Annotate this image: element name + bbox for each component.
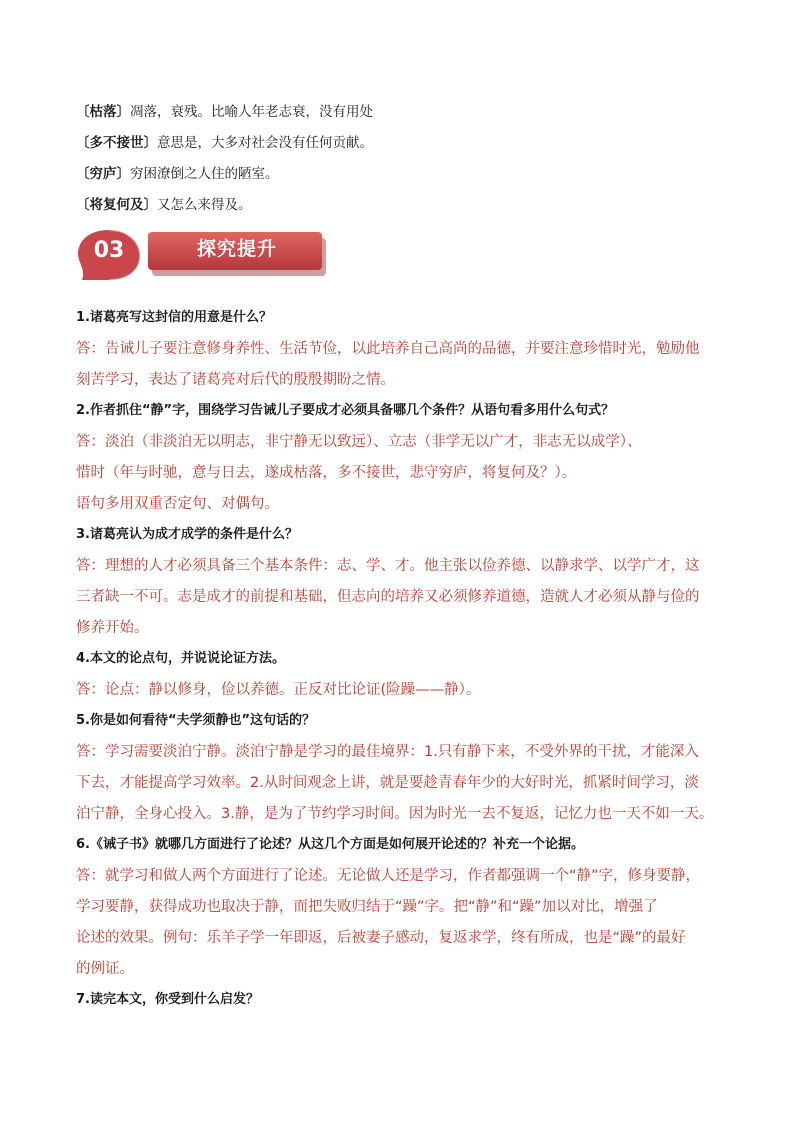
glossary-term: 〔将复何及〕 — [76, 197, 157, 213]
question-7: 7.读完本文，你受到什么启发？ — [76, 992, 259, 1007]
glossary-definition: 又怎么来得及。 — [157, 197, 252, 213]
glossary-definition: 凋落，衰残。比喻人年老志衰，没有用处 — [130, 104, 373, 120]
glossary-item — [76, 133, 373, 153]
section-banner — [76, 226, 328, 282]
glossary-item — [76, 195, 252, 215]
glossary-term: 〔穷庐〕 — [76, 166, 130, 182]
answer-line: 三者缺一不可。志是成才的前提和基础，但志向的培养又必须修养道德，造就人才必须从静与俭的 — [76, 589, 700, 605]
glossary-definition: 穷困潦倒之人住的陋室。 — [130, 166, 279, 182]
glossary-term: 〔枯落〕 — [76, 104, 130, 120]
answer-line: 惜时（年与时驰，意与日去，遂成枯落，多不接世，悲守穷庐，将复何及？）。 — [76, 465, 577, 481]
question-2: 2.作者抓住“静”字，围绕学习告诫儿子要成才必须具备哪几个条件？从语句看多用什么句式？ — [76, 403, 615, 418]
answer-line: 论述的效果。例句：乐羊子学一年即返，后被妻子感动，复返求学，终有所成，也是“躁”的最好 — [76, 930, 686, 946]
section-number: 03 — [93, 238, 125, 263]
answer-line: 答：论点：静以修身，俭以养德。正反对比论证(险躁——静）。 — [76, 682, 481, 698]
question-3: 3.诸葛亮认为成才成学的条件是什么？ — [76, 527, 298, 542]
question-5: 5.你是如何看待“夫学须静也”这句话的？ — [76, 713, 316, 728]
question-4: 4.本文的论点句，并说说论证方法。 — [76, 651, 285, 666]
glossary-definition: 意思是，大多对社会没有任何贡献。 — [157, 135, 373, 151]
answer-line: 答：理想的人才必须具备三个基本条件：志、学、才。他主张以俭养德、以静求学、以学广才，这 — [76, 558, 700, 574]
answer-line: 修养开始。 — [76, 620, 149, 636]
glossary-item — [76, 102, 373, 122]
section-title: 探究提升 — [196, 238, 277, 260]
answer-line: 学习要静，获得成功也取决于静，而把失败归结于“躁”字。把“静”和“躁”加以对比，增强了 — [76, 899, 658, 915]
answer-line: 答：告诫儿子要注意修身养性、生活节俭，以此培养自己高尚的品德，并要注意珍惜时光，勉励他 — [76, 341, 700, 357]
glossary-item — [76, 164, 279, 184]
answer-line: 刻苦学习，表达了诸葛亮对后代的殷殷期盼之情。 — [76, 372, 395, 388]
answer-line: 下去，才能提高学习效率。2.从时间观念上讲，就是要趁青春年少的大好时光，抓紧时间学习，淡 — [76, 775, 699, 791]
answer-line: 语句多用双重否定句、对偶句。 — [76, 496, 279, 512]
answer-line: 答：淡泊（非淡泊无以明志，非宁静无以致远）、立志（非学无以广才，非志无以成学）、 — [76, 434, 642, 450]
answer-line: 答：就学习和做人两个方面进行了论述。无论做人还是学习，作者都强调一个“静”字，修身要静， — [76, 868, 701, 884]
answer-line: 泊宁静，全身心投入。3.静，是为了节约学习时间。因为时光一去不复返，记忆力也一天不如一天。 — [76, 806, 714, 822]
glossary-term: 〔多不接世〕 — [76, 135, 157, 151]
question-6: 6.《诫子书》就哪几方面进行了论述？从这几个方面是如何展开论述的？补充一个论据。 — [76, 837, 584, 852]
answer-line: 答：学习需要淡泊宁静。淡泊宁静是学习的最佳境界：1.只有静下来，不受外界的干扰，才能深入 — [76, 744, 699, 760]
answer-line: 的例证。 — [76, 961, 134, 977]
question-1: 1.诸葛亮写这封信的用意是什么？ — [76, 310, 272, 325]
